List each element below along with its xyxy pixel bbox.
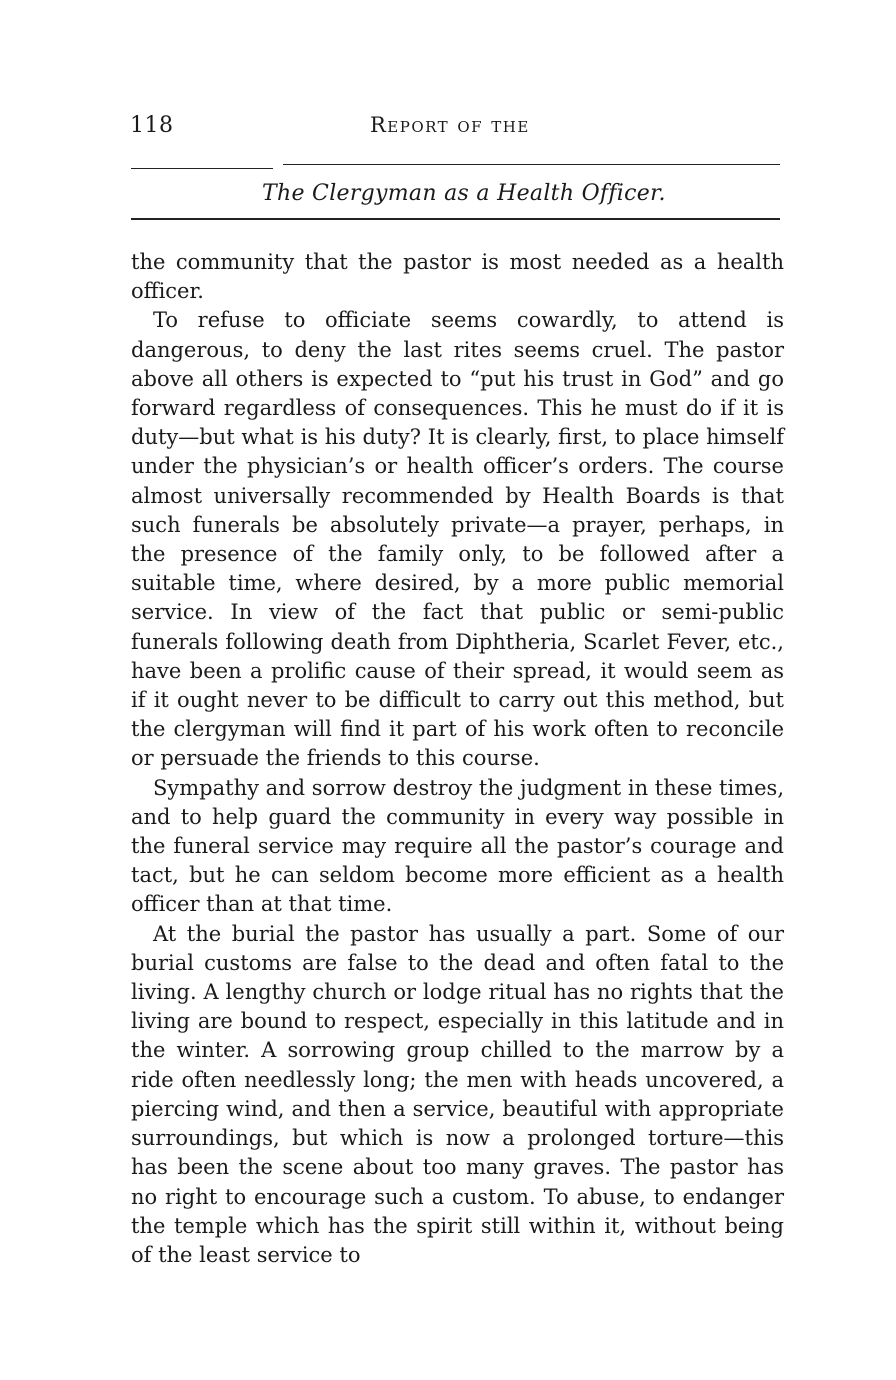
header-rule-bottom: [131, 218, 780, 220]
page-number: 118: [130, 113, 174, 138]
paragraph-continued: the community that the pastor is most needed as a health officer.: [131, 250, 784, 304]
paragraph: At the burial the pastor has usually a part. Some of our burial customs are false to the dead and often fatal to the living. A lengthy church or lodge ritual has no rights that the living are bound to respect, especially in this latitude and in the winter. A sorrowing group chilled to the marrow by a ride often needlessly long; the men with heads uncovered, a piercing wind, and then a service, beautiful with appropriate surroundings, but which is now a prolonged torture—this has been the scene about too many graves. The pastor has no right to encourage such a custom. To abuse, to endanger the temple which has the spirit still within it, without being of the least service to: [131, 921, 784, 1267]
running-head: Report of the: [370, 113, 530, 137]
header-rule-left: [131, 168, 273, 169]
paragraph: To refuse to officiate seems cowardly, to attend is dangerous, to deny the last rites seems cruel. The pastor above all others is expected to “put his trust in God” and go forward regardless of consequences. This he must do if it is duty—but what is his duty? It is clearly, first, to place himself under the physician’s or health officer’s orders. The course almost universally recommended by Health Boards is that such funerals be absolutely private—a prayer, perhaps, in the presence of the family only, to be followed after a suitable time, where desired, by a more public memorial service. In view of the fact that public or semi-public funerals following death from Diphtheria, Scarlet Fever, etc., have been a prolific cause of their spread, it would seem as if it ought never to be difficult to carry out this method, but the clergyman will find it part of his work often to reconcile or persuade the friends to this course.: [131, 308, 784, 771]
paragraph: Sympathy and sorrow destroy the judgment in these times, and to help guard the community in every way possible in the funeral service may require all the pastor’s courage and tact, but he can seldom become more efficient as a health officer than at that time.: [131, 775, 784, 917]
header-rule-right: [283, 164, 780, 165]
body-text: [131, 248, 784, 1270]
section-title: The Clergyman as a Health Officer.: [262, 181, 666, 206]
